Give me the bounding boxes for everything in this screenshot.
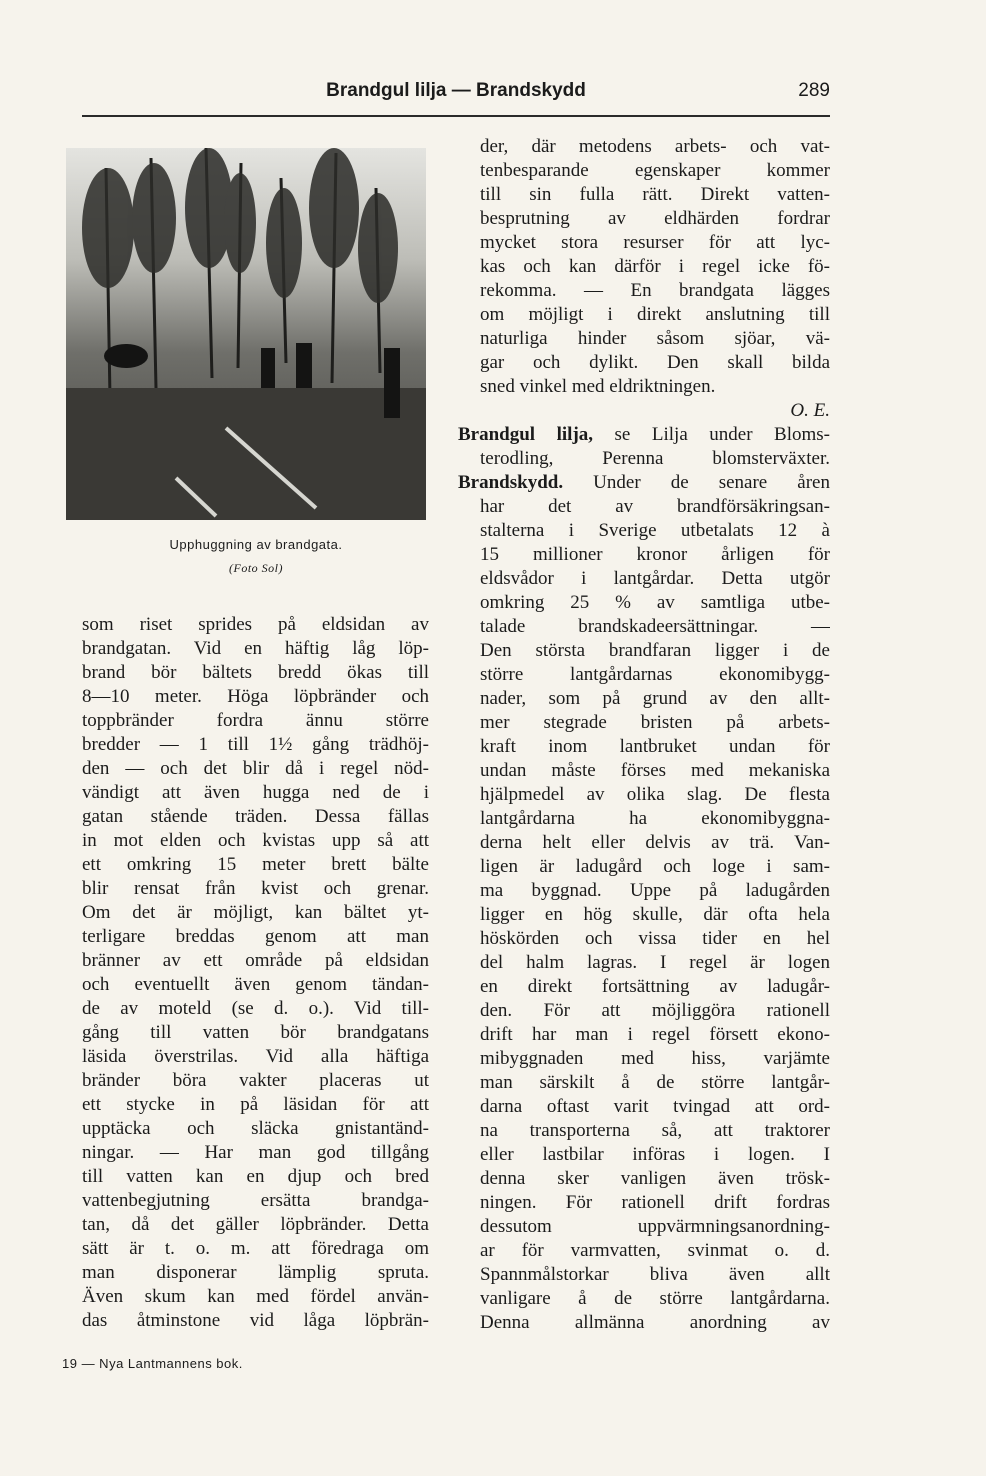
text-line: höskörden och vissa tider en hel [480,928,830,949]
text-line: derna helt eller delvis av trä. Van- [480,832,830,853]
text-line: brandgatan. Vid en häftig låg löp- [82,638,429,659]
text-line: undan måste förses med mekaniska [480,760,830,781]
text-line: ett omkring 15 meter brett bälte [82,854,429,875]
text-line: man disponerar lämplig spruta. [82,1262,429,1283]
text-line: ningen. För rationell drift fordras [480,1192,830,1213]
text-line: denna sker vanligen även trösk- [480,1168,830,1189]
entry-headword: Brandgul lilja, [458,424,594,445]
text-line: hjälpmedel av olika slag. De flesta [480,784,830,805]
entry-brandgul-lilja [458,423,830,447]
text-line: del halm lagras. I regel är logen [480,952,830,973]
text-line: mer stegrade bristen på arbets- [480,712,830,733]
text-line: större lantgårdarnas ekonomibygg- [480,664,830,685]
entry-text: se Lilja under Bloms- [593,424,830,445]
text-line: besprutning av eldhärden fordrar [480,208,830,229]
author-signature: O. E. [790,400,830,421]
text-line: Denna allmänna anordning av [480,1312,830,1333]
text-line: man särskilt å de större lantgår- [480,1072,830,1093]
text-line: Spannmålstorkar bliva även allt [480,1264,830,1285]
text-line: omkring 25 % av samtliga utbe- [480,592,830,613]
text-line: 8—10 meter. Höga löpbränder och [82,686,429,707]
text-line: eldsvådor i lantgårdar. Detta utgör [480,568,830,589]
figure-caption: Upphuggning av brandgata. [169,537,343,552]
text-line: en direkt fortsättning av ladugår- [480,976,830,997]
text-line: toppbränder fordra ännu större [82,710,429,731]
figure-credit: (Foto Sol) [229,561,283,575]
text-line: tenbesparande egenskaper kommer [480,160,830,181]
text-line: sned vinkel med eldriktningen. [480,376,716,397]
text-line: na transporterna så, att traktorer [480,1120,830,1141]
text-line: bredder — 1 till 1½ gång trädhöj- [82,734,429,755]
text-line: bränder böra vakter placeras ut [82,1070,429,1091]
text-line: läsida överstrilas. Vid alla häftiga [82,1046,429,1067]
text-line: ma byggnad. Uppe på ladugården [480,880,830,901]
entry-brandskydd [458,471,830,495]
text-line: mibyggnaden med hiss, varjämte [480,1048,830,1069]
text-line: upptäcka och släcka gnistantänd- [82,1118,429,1139]
text-line: in mot elden och kvistas upp så att [82,830,429,851]
text-line: de av moteld (se d. o.). Vid till- [82,998,429,1019]
text-line: ett stycke in på läsidan för att [82,1094,429,1115]
entry-headword: Brandskydd. [458,472,564,493]
text-line: terligare breddas genom att man [82,926,429,947]
text-line: bränner av ett område på eldsidan [82,950,429,971]
text-line: Den största brandfaran ligger i de [480,640,830,661]
text-line: das åtminstone vid låga löpbrän- [82,1310,429,1331]
text-line: sätt är t. o. m. att föredraga om [82,1238,429,1259]
text-line: stalterna i Sverige utbetalats 12 à [480,520,830,541]
text-line: tan, då det gäller löpbränder. Detta [82,1214,429,1235]
text-line: drift har man i regel försett ekono- [480,1024,830,1045]
text-line: 15 millioner kronor årligen för [480,544,830,565]
text-line: vanligare å de större lantgårdarna. [480,1288,830,1309]
text-line: ligen är ladugård och loge i sam- [480,856,830,877]
text-line: har det av brandförsäkringsan- [480,496,830,517]
text-line: den. För att möjliggöra rationell [480,1000,830,1021]
text-line: blir rensat från kvist och grenar. [82,878,429,899]
text-line: kraft inom lantbruket undan för [480,736,830,757]
header-rule [82,115,830,117]
text-line: gar och dylikt. Den skall bilda [480,352,830,373]
text-line: darna oftast varit tvingad att ord- [480,1096,830,1117]
text-line: nader, som på grund av den allt- [480,688,830,709]
text-line: Om det är möjligt, kan bältet yt- [82,902,429,923]
text-line: till sin fulla rätt. Direkt vatten- [480,184,830,205]
text-line: talade brandskadeersättningar. — [480,616,830,637]
text-line: terodling, Perenna blomsterväxter. [480,448,830,469]
text-line: ar för varmvatten, svinmat o. d. [480,1240,830,1261]
text-line: naturliga hinder såsom sjöar, vä- [480,328,830,349]
entry-text: Under de senare åren [563,472,830,493]
text-line: dessutom uppvärmningsanordning- [480,1216,830,1237]
text-line: ningar. — Har man god tillgång [82,1142,429,1163]
text-line: Även skum kan med fördel använ- [82,1286,429,1307]
text-line: den — och det blir då i regel nöd- [82,758,429,779]
text-line: som riset sprides på eldsidan av [82,614,429,635]
text-line: kas och kan därför i regel icke fö- [480,256,830,277]
text-line: rekomma. — En brandgata lägges [480,280,830,301]
text-line: eller lastbilar införas i logen. I [480,1144,830,1165]
text-line: till vatten kan en djup och bred [82,1166,429,1187]
text-line: mycket stora resurser för att lyc- [480,232,830,253]
page-number: 289 [798,80,830,101]
text-line: lantgårdarna ha ekonomibyggna- [480,808,830,829]
right-column [458,135,830,1335]
text-line: gång till vatten bör brandgatans [82,1022,429,1043]
text-line: ligger en hög skulle, där ofta hela [480,904,830,925]
forest-photo [66,148,426,520]
forest-photo-illustration [66,148,426,520]
text-line: der, där metodens arbets- och vat- [480,136,830,157]
text-line: och eventuellt även genom tändan- [82,974,429,995]
page-footer: 19 — Nya Lantmannens bok. [62,1356,243,1371]
text-line: vattenbegjutning ersätta brandga- [82,1190,429,1211]
text-line: om möjligt i direkt anslutning till [480,304,830,325]
text-line: gatan stående träden. Dessa fällas [82,806,429,827]
left-column [82,613,429,1333]
text-line: vändigt att även hugga ned de i [82,782,429,803]
text-line: brand bör bältets bredd ökas till [82,662,429,683]
running-header [82,78,830,106]
header-title: Brandgul lilja — Brandskydd [326,80,586,101]
